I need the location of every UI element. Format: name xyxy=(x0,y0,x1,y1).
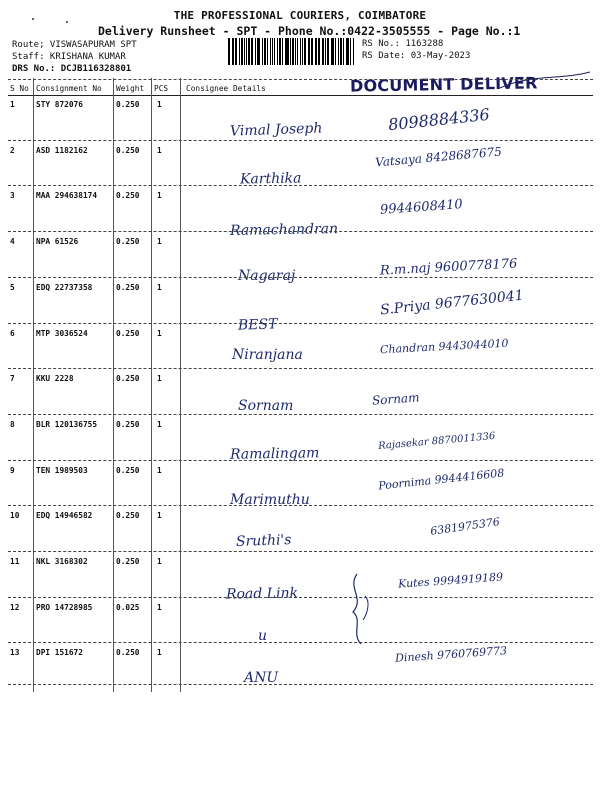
pcs-value: 1 xyxy=(157,328,162,338)
delivered-stamp: DOCUMENT DELIVER xyxy=(349,73,538,96)
row-separator xyxy=(8,277,593,278)
barcode xyxy=(228,38,355,65)
row-separator xyxy=(8,460,593,461)
barcode-bar xyxy=(228,38,230,65)
consignment-number: KKU 2228 xyxy=(36,374,74,384)
barcode-bar xyxy=(312,38,313,65)
barcode-bar xyxy=(304,38,306,65)
pcs-value: 1 xyxy=(157,282,162,292)
receiver-signature: 6381975376 xyxy=(429,515,501,538)
weight-value: 0.250 xyxy=(116,511,140,521)
weight-value: 0.250 xyxy=(116,282,140,292)
scan-dot xyxy=(32,18,34,20)
consignment-number: DPI 151672 xyxy=(36,648,83,658)
rs-date: RS Date: 03-May-2023 xyxy=(362,51,471,61)
scan-dot xyxy=(66,21,68,23)
consignment-number: EDQ 22737358 xyxy=(36,282,93,292)
barcode-bar xyxy=(233,38,234,65)
barcode-bar xyxy=(343,38,344,65)
barcode-bar xyxy=(239,38,240,65)
row-sno: 11 xyxy=(10,557,20,566)
row-separator xyxy=(8,551,593,552)
row-sno: 13 xyxy=(10,648,20,658)
barcode-bar xyxy=(353,38,354,65)
barcode-bar xyxy=(340,38,342,65)
pcs-value: 1 xyxy=(157,648,162,658)
consignee-name: u xyxy=(258,628,268,644)
barcode-bar xyxy=(332,38,334,65)
row-sno: 5 xyxy=(10,282,15,292)
consignee-name: Ramalingam xyxy=(229,445,320,463)
row-separator xyxy=(8,140,593,141)
consignment-number: MTP 3036524 xyxy=(36,328,88,338)
col-divider xyxy=(151,78,152,692)
weight-value: 0.250 xyxy=(116,648,140,658)
barcode-bar xyxy=(319,38,320,65)
barcode-bar xyxy=(279,38,281,65)
receiver-signature: R.m.naj 9600778176 xyxy=(379,256,518,279)
barcode-bar xyxy=(325,38,326,65)
pcs-value: 1 xyxy=(157,465,162,475)
barcode-bar xyxy=(335,38,336,65)
barcode-bar xyxy=(262,38,263,65)
weight-value: 0.250 xyxy=(116,145,140,155)
barcode-bar xyxy=(232,38,233,65)
consignment-number: ASD 1182162 xyxy=(36,145,88,155)
weight-value: 0.250 xyxy=(116,100,140,109)
col-weight: Weight xyxy=(116,84,145,93)
row-separator xyxy=(8,323,593,324)
row-separator xyxy=(8,684,593,685)
barcode-bar xyxy=(246,38,247,65)
barcode-bar xyxy=(297,38,298,65)
pcs-value: 1 xyxy=(157,419,162,429)
barcode-bar xyxy=(286,38,288,65)
barcode-bar xyxy=(318,38,319,65)
handwritten-mark xyxy=(345,568,375,648)
barcode-bar xyxy=(347,38,349,65)
barcode-bar xyxy=(311,38,312,65)
col-divider xyxy=(33,78,34,692)
barcode-bar xyxy=(267,38,268,65)
consignee-name: ANU xyxy=(244,670,279,686)
barcode-bar xyxy=(241,38,243,65)
barcode-bar xyxy=(235,38,237,65)
barcode-bar xyxy=(315,38,317,65)
barcode-bar xyxy=(257,38,258,65)
row-separator xyxy=(8,185,593,186)
barcode-bar xyxy=(274,38,275,65)
barcode-bar xyxy=(272,38,274,65)
weight-value: 0.250 xyxy=(116,557,140,566)
consignee-name: Karthika xyxy=(239,170,302,188)
barcode-bar xyxy=(270,38,271,65)
consignment-number: STY 872076 xyxy=(36,100,83,109)
barcode-bar xyxy=(295,38,296,65)
runsheet-title: Delivery Runsheet - SPT - Phone No.:0422-3505555 - Page No.:1 xyxy=(98,24,521,38)
weight-value: 0.250 xyxy=(116,419,140,429)
barcode-bar xyxy=(338,38,339,65)
receiver-signature: Rajasekar 8870011336 xyxy=(377,430,496,453)
row-separator xyxy=(8,505,593,506)
company-title: THE PROFESSIONAL COURIERS, COIMBATORE xyxy=(173,9,427,22)
receiver-signature: Sornam xyxy=(371,390,420,408)
col-divider xyxy=(180,78,181,692)
barcode-bar xyxy=(290,38,291,65)
consignment-number: TEN 1989503 xyxy=(36,465,88,475)
consignee-name: Sruthi's xyxy=(235,532,292,550)
consignee-name: Marimuthu xyxy=(230,492,310,508)
barcode-bar xyxy=(292,38,294,65)
col-pcs: PCS xyxy=(154,84,169,93)
barcode-bar xyxy=(244,38,245,65)
barcode-bar xyxy=(300,38,302,65)
row-sno: 7 xyxy=(10,374,15,384)
barcode-bar xyxy=(327,38,329,65)
weight-value: 0.025 xyxy=(116,602,140,612)
pcs-value: 1 xyxy=(157,602,162,612)
receiver-signature: S.Priya 9677630041 xyxy=(379,287,525,319)
row-separator xyxy=(8,231,593,232)
consignment-number: MAA 294638174 xyxy=(36,191,98,201)
barcode-bar xyxy=(302,38,303,65)
barcode-bar xyxy=(346,38,347,65)
pcs-value: 1 xyxy=(157,191,162,201)
col-consignment: Consignment No xyxy=(36,84,102,93)
row-separator xyxy=(8,414,593,415)
consignee-name: BEST xyxy=(237,316,278,334)
receiver-signature: Vatsaya 8428687675 xyxy=(374,144,503,170)
receiver-signature: Kutes 9994919189 xyxy=(397,570,504,591)
consignment-number: BLR 120136755 xyxy=(36,419,98,429)
pcs-value: 1 xyxy=(157,145,162,155)
stamp-swoosh xyxy=(440,70,600,92)
barcode-bar xyxy=(264,38,266,65)
consignee-name: Ramachandran xyxy=(229,221,339,239)
barcode-bar xyxy=(255,38,256,65)
col-consignee: Consignee Details xyxy=(186,84,266,93)
weight-value: 0.250 xyxy=(116,328,140,338)
row-sno: 6 xyxy=(10,328,15,338)
receiver-signature: Poornima 9944416608 xyxy=(377,466,505,493)
consignee-name: Road Link xyxy=(225,585,299,603)
weight-value: 0.250 xyxy=(116,237,140,247)
consignment-number: PRO 14728985 xyxy=(36,602,93,612)
drs-number: DRS No.: DCJB116328801 xyxy=(12,64,132,74)
barcode-bar xyxy=(350,38,352,65)
row-sno: 9 xyxy=(10,465,15,475)
col-divider xyxy=(113,78,114,692)
receiver-signature: 8098884336 xyxy=(387,104,491,135)
pcs-value: 1 xyxy=(157,557,162,566)
consignee-name: Sornam xyxy=(238,398,294,414)
consignment-number: EDQ 14946582 xyxy=(36,511,93,521)
header-rule xyxy=(8,95,593,96)
row-sno: 10 xyxy=(10,511,20,521)
weight-value: 0.250 xyxy=(116,374,140,384)
weight-value: 0.250 xyxy=(116,191,140,201)
row-separator xyxy=(8,368,593,369)
barcode-bar xyxy=(277,38,279,65)
staff-label: Staff: KRISHANA KUMAR xyxy=(12,52,126,62)
consignment-number: NPA 61526 xyxy=(36,237,79,247)
weight-value: 0.250 xyxy=(116,465,140,475)
barcode-bar xyxy=(331,38,332,65)
pcs-value: 1 xyxy=(157,100,162,109)
row-separator xyxy=(8,642,593,643)
pcs-value: 1 xyxy=(157,374,162,384)
col-sno: S No xyxy=(10,84,29,93)
receiver-signature: Dinesh 9760769773 xyxy=(394,644,508,665)
barcode-bar xyxy=(308,38,310,65)
consignee-name: Nagaraj xyxy=(238,268,296,284)
row-sno: 2 xyxy=(10,145,15,155)
barcode-bar xyxy=(258,38,260,65)
row-sno: 8 xyxy=(10,419,15,429)
row-sno: 12 xyxy=(10,602,20,612)
row-sno: 1 xyxy=(10,100,15,109)
pcs-value: 1 xyxy=(157,511,162,521)
row-separator xyxy=(8,597,593,598)
pcs-value: 1 xyxy=(157,237,162,247)
receiver-signature: Chandran 9443044010 xyxy=(379,336,509,357)
consignee-name: Vimal Joseph xyxy=(229,120,323,140)
route-label: Route; VISWASAPURAM SPT xyxy=(12,40,137,50)
table-top-rule xyxy=(8,79,593,80)
row-sno: 3 xyxy=(10,191,15,201)
barcode-bar xyxy=(248,38,250,65)
receiver-signature: 9944608410 xyxy=(379,197,464,218)
consignee-name: Niranjana xyxy=(232,347,303,363)
rs-number: RS No.: 1163288 xyxy=(362,39,444,49)
barcode-bar xyxy=(285,38,286,65)
barcode-bar xyxy=(251,38,253,65)
barcode-bar xyxy=(282,38,283,65)
row-sno: 4 xyxy=(10,237,15,247)
consignment-number: NKL 3168302 xyxy=(36,557,88,566)
barcode-bar xyxy=(322,38,324,65)
